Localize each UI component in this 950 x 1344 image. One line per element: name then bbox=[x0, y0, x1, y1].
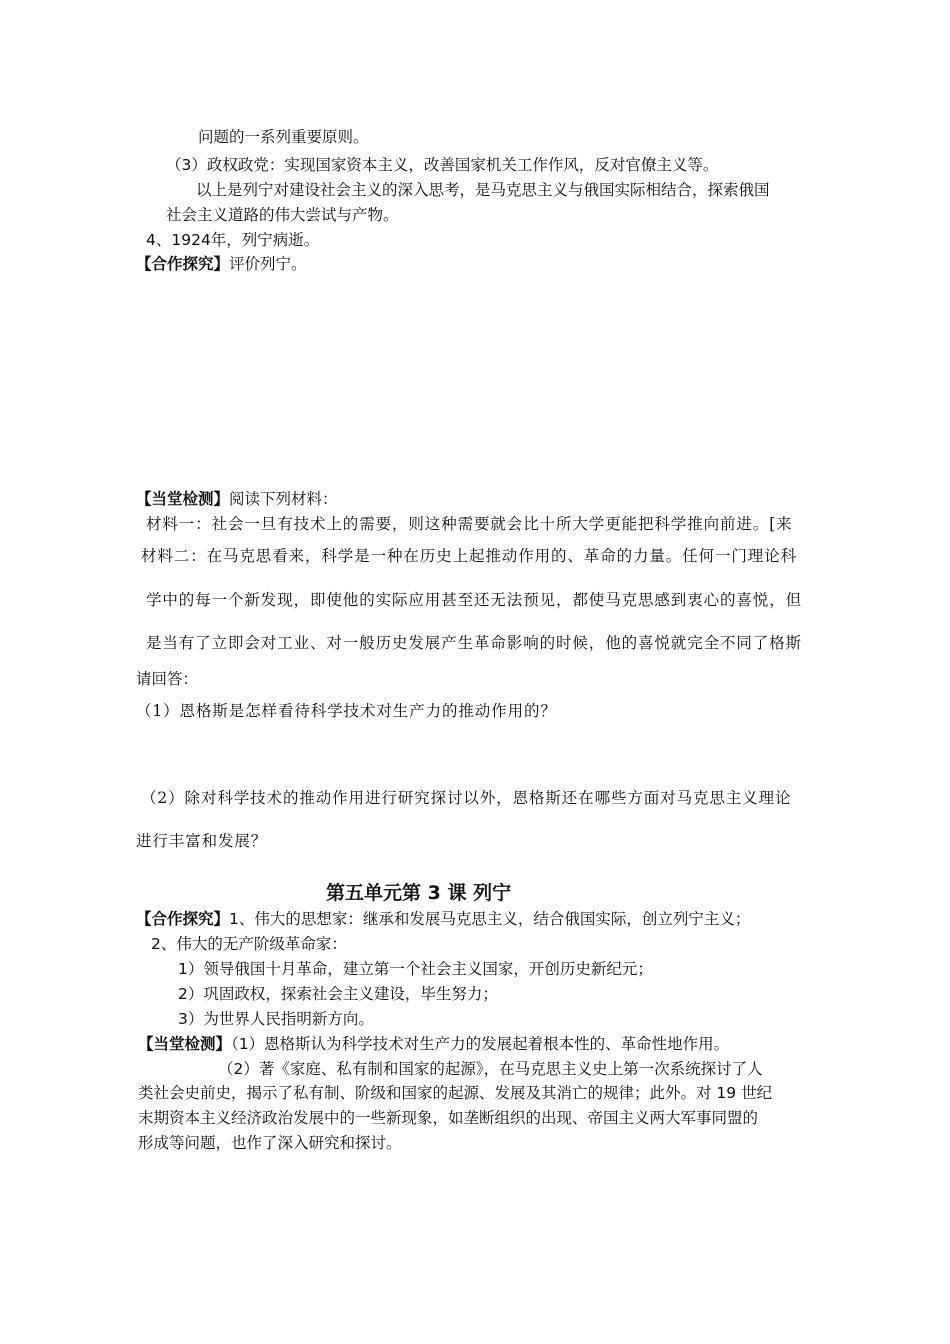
question-2: （2）除对科学技术的推动作用进行研究探讨以外，恩格斯还在哪些方面对马克思主义理论 bbox=[141, 789, 792, 807]
answer-text: 3）为世界人民指明新方向。 bbox=[178, 1010, 374, 1028]
answer-text: 末期资本主义经济政治发展中的一些新现象，如垄断组织的出现、帝国主义两大军事同盟的 bbox=[138, 1109, 759, 1127]
answer-section-title: 第五单元第 3 课 列宁 bbox=[326, 882, 512, 904]
answer-prompt: 请回答： bbox=[136, 670, 199, 688]
question-1: （1）恩格斯是怎样看待科学技术对生产力的推动作用的？ bbox=[136, 702, 557, 720]
text-line: 社会主义道路的伟大尝试与产物。 bbox=[166, 206, 399, 224]
answer-text: 类社会史前史，揭示了私有制、阶级和国家的起源、发展及其消亡的规律；此外。对 19 世纪 bbox=[138, 1084, 773, 1102]
answer-text: 1）领导俄国十月革命，建立第一个社会主义国家，开创历史新纪元； bbox=[178, 960, 653, 978]
text-line: 以上是列宁对建设社会主义的深入思考，是马克思主义与俄国实际相结合，探索俄国 bbox=[196, 181, 770, 199]
question-2-continued: 进行丰富和发展？ bbox=[136, 832, 268, 850]
answer-text: 2）巩固政权，探索社会主义建设，毕生努力； bbox=[178, 985, 498, 1003]
section-label: 【合作探究】 bbox=[136, 255, 230, 273]
answer-text: （1）恩格斯认为科学技术对生产力的发展起着根本性的、革命性地作用。 bbox=[231, 1035, 730, 1053]
section-label: 【当堂检测】 bbox=[138, 1035, 232, 1053]
text-line: 问题的一系列重要原则。 bbox=[198, 128, 369, 146]
material-line: 学中的每一个新发现，即使他的实际应用甚至还无法预见，都使马克思感到衷心的喜悦，但 bbox=[146, 591, 803, 609]
answer-test bbox=[138, 1034, 729, 1054]
section-label: 【当堂检测】 bbox=[136, 490, 230, 508]
answer-cooperative bbox=[136, 909, 750, 929]
prompt-text: 评价列宁。 bbox=[229, 255, 307, 273]
material-line: 材料二：在马克思看来，科学是一种在历史上起推动作用的、革命的力量。任何一门理论科 bbox=[141, 547, 798, 565]
section-label: 【合作探究】 bbox=[136, 910, 230, 928]
cooperative-inquiry-prompt bbox=[136, 254, 307, 274]
answer-text: 2、伟大的无产阶级革命家： bbox=[151, 935, 347, 953]
classroom-test-heading bbox=[136, 489, 338, 509]
test-intro: 阅读下列材料： bbox=[229, 490, 338, 508]
text-line: 4、1924年，列宁病逝。 bbox=[146, 231, 320, 249]
answer-text: （2）著《家庭、私有制和国家的起源》，在马克思主义史上第一次系统探讨了人 bbox=[218, 1060, 763, 1078]
answer-text: 形成等问题，也作了深入研究和探讨。 bbox=[138, 1134, 402, 1152]
text-line: （3）政权政党：实现国家资本主义，改善国家机关工作作风，反对官僚主义等。 bbox=[166, 156, 719, 174]
material-line: 是当有了立即会对工业、对一般历史发展产生革命影响的时候，他的喜悦就完全不同了格斯 bbox=[146, 634, 803, 652]
material-line: 材料一：社会一旦有技术上的需要，则这种需要就会比十所大学更能把科学推向前进。[来 bbox=[146, 515, 793, 533]
answer-text: 1、伟大的思想家：继承和发展马克思主义，结合俄国实际，创立列宁主义； bbox=[229, 910, 751, 928]
